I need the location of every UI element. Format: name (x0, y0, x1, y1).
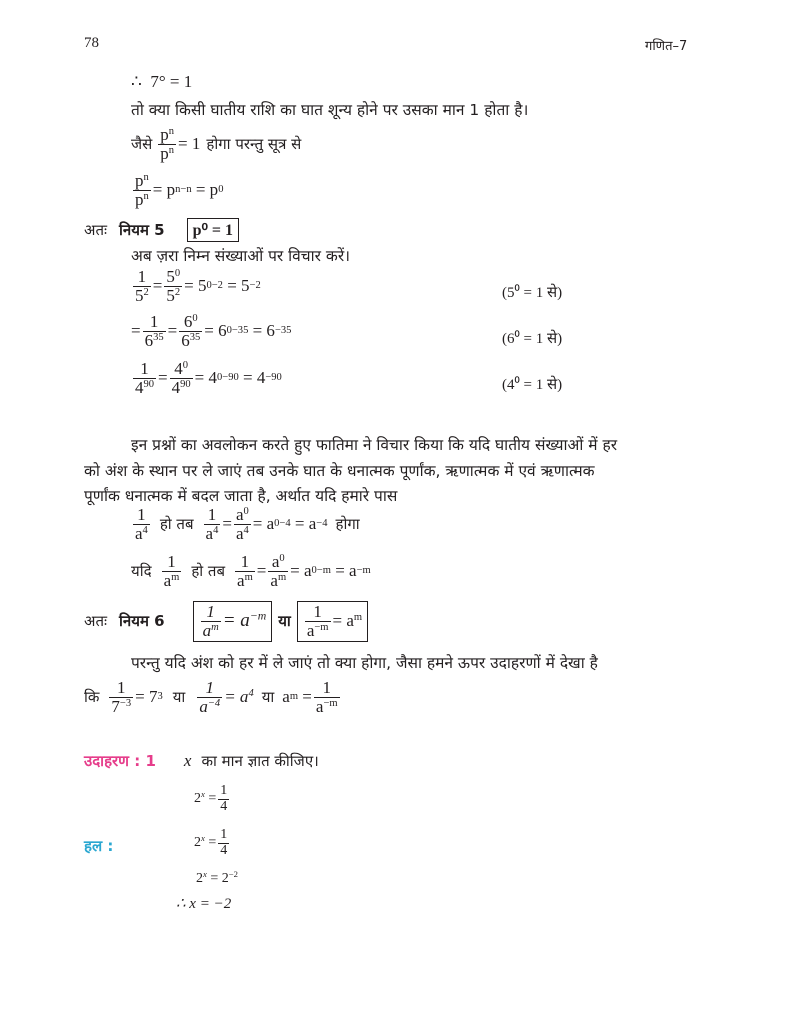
para-line-1: इन प्रश्नों का अवलोकन करते हुए फातिमा ने विचार किया कि यदि घातीय संख्याओं में हर (131, 436, 618, 454)
para-line-2: को अंश के स्थान पर ले जाएं तब उनके घात के धनात्मक पूर्णांक, ऋणात्मक में एवं ऋणात्मक (84, 462, 595, 480)
note-1: (5⁰ = 1 से) (502, 285, 563, 301)
note-2: (6⁰ = 1 से) (502, 331, 563, 347)
rule-6: अतः नियम 6 $\frac{1}{a^m}$ = $a^{-m}$ या $\frac{1}{a^{-m}}$ = $a^m$ (84, 601, 368, 642)
note-3: (4⁰ = 1 से) (502, 377, 563, 393)
rule-5-box: p⁰ = 1 (187, 218, 239, 242)
solution-eq-1: 2$^x$ = $\frac{1}{4}$ (194, 827, 228, 858)
eq-pn-over-pn: जैसे $\frac{p^n}{p^n}$ = 1 होगा परन्तु सूत्र से (131, 125, 302, 163)
line-1: तो क्या किसी घातीय राशि का घात शून्य होने पर उसका मान 1 होता है। (131, 101, 529, 119)
line-3: अब ज़रा निम्न संख्याओं पर विचार करें। (131, 247, 351, 265)
eq-formula-p0: $\frac{p^n}{p^n}$ = p n−n = p 0 (135, 171, 224, 209)
rule-6-box-2: $\frac{1}{a^{-m}}$ = $a^m$ (297, 601, 368, 642)
example-1: उदाहरण : 1 x का मान ज्ञात कीजिए। (84, 751, 319, 770)
running-title: गणित–7 (645, 39, 688, 54)
eq-am: यदि $\frac{1}{a^m}$ हो तब $\frac{1}{a^m}$ = $\frac{a^0}{a^m}$ = a 0−m = a −m (131, 552, 371, 590)
example-eq: 2$^x$ = $\frac{1}{4}$ (194, 783, 228, 814)
eq-six: = $\frac{1}{6^{35}}$ = $\frac{6^0}{6^{35}}$ = 6 0−35 = 6 −35 (131, 312, 292, 350)
para-line-4: परन्तु यदि अंश को हर में ले जाएं तो क्या होगा, जैसा हमने ऊपर उदाहरणों में देखा है (131, 654, 598, 672)
eq-seven-zero: ∴ 7° = 1 (131, 72, 193, 91)
eq-a4: $\frac{1}{a^4}$ हो तब $\frac{1}{a^4}$ = $\frac{a^0}{a^4}$ = a 0−4 = a −4 होगा (135, 505, 360, 543)
eq-five: $\frac{1}{5^2}$ = $\frac{5^0}{5^2}$ = 5 0−2 = 5 −2 (135, 267, 261, 305)
solution-final: ∴ x = −2 (176, 896, 232, 912)
solution-label: हल : (84, 837, 114, 855)
eq-four: $\frac{1}{4^{90}}$ = $\frac{4^0}{4^{90}}$ = 4 0−90 = 4 −90 (135, 359, 282, 397)
rule-6-box-1: $\frac{1}{a^m}$ = $a^{-m}$ (193, 601, 273, 642)
para-line-3: पूर्णांक धनात्मक में बदल जाता है, अर्थात यदि हमारे पास (84, 487, 398, 505)
rule-5: अतः नियम 5 p⁰ = 1 (84, 218, 239, 242)
eq-reciprocal: कि $\frac{1}{7^{-3}}$ = 7 3 या $\frac{1}{a^{-4}}$ = $a^4$ या a m = $\frac{1}{a^{-m}}$ (84, 678, 338, 716)
solution-eq-2: $2^x = 2^{-2}$ (196, 869, 238, 886)
example-label: उदाहरण : 1 (84, 752, 156, 770)
page-number: 78 (84, 35, 99, 51)
